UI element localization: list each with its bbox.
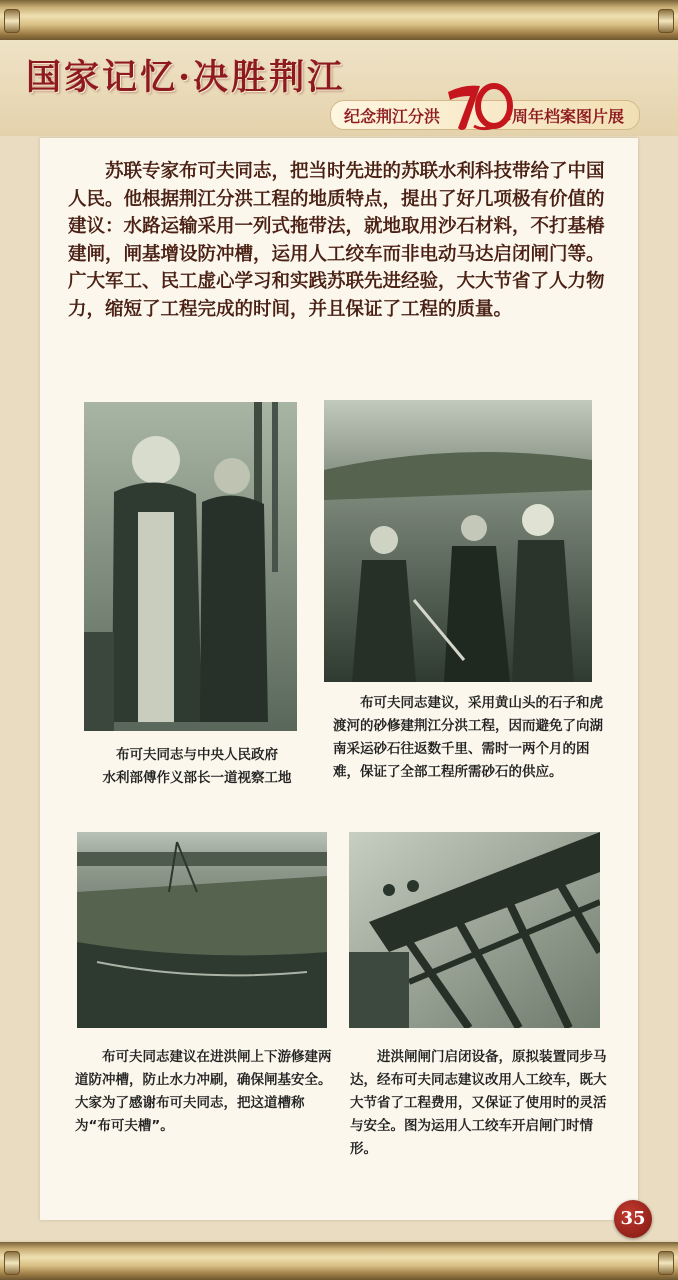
page-number-badge: 35 <box>614 1200 652 1238</box>
caption-line: 布可夫同志与中央人民政府 <box>116 747 278 763</box>
top-scroll-rod <box>0 0 678 40</box>
photo-inspection <box>84 402 297 731</box>
photo-anti-scour-trench-caption: 布可夫同志建议在进洪闸上下游修建两道防冲槽，防止水力冲刷，确保闸基安全。大家为了感谢布可夫同志，把这道槽称为“布可夫槽”。 <box>75 1049 332 1134</box>
photo-manual-winch <box>349 832 600 1028</box>
photo-anti-scour-trench <box>77 832 327 1028</box>
photo-manual-winch-caption: 进洪闸闸门启闭设备，原拟装置同步马达，经布可夫同志建议改用人工绞车，既大大节省了工程费用，又保证了使用时的灵活与安全。图为运用人工绞车开启闸门时情形。 <box>350 1049 607 1157</box>
rod-end-right <box>658 9 674 33</box>
rod-end-right <box>658 1251 674 1275</box>
photo-workers-gravel <box>324 400 592 682</box>
bottom-scroll-rod <box>0 1242 678 1280</box>
rod-end-left <box>4 9 20 33</box>
page-title: 国家记忆·决胜荆江 <box>26 57 346 98</box>
anniversary-70-logo <box>444 78 516 134</box>
rod-end-left <box>4 1251 20 1275</box>
intro-paragraph: 苏联专家布可夫同志，把当时先进的苏联水利科技带给了中国人民。他根据荆江分洪工程的地质特点，提出了好几项极有价值的建议：水路运输采用一列式拖带法，就地取用沙石材料，不打基椿建闸，闸基增设防冲槽，运用人工绞车而非电动马达启闭闸门等。广大军工、民工虚心学习和实践苏联先进经验，大大节省了人力物力，缩短了工程完成的时间，并且保证了工程的质量。 <box>68 161 605 320</box>
photo-inspection-caption <box>84 744 310 790</box>
photo-workers-gravel-caption: 布可夫同志建议，采用黄山头的石子和虎渡河的砂修建荆江分洪工程，因而避免了向湖南采运砂石往返数千里、需时一两个月的困难，保证了全部工程所需砂石的供应。 <box>333 695 603 780</box>
caption-line: 水利部傅作义部长一道视察工地 <box>102 770 292 786</box>
subtitle-right: 周年档案图片展 <box>512 107 625 126</box>
subtitle-left: 纪念荆江分洪 <box>344 107 441 126</box>
